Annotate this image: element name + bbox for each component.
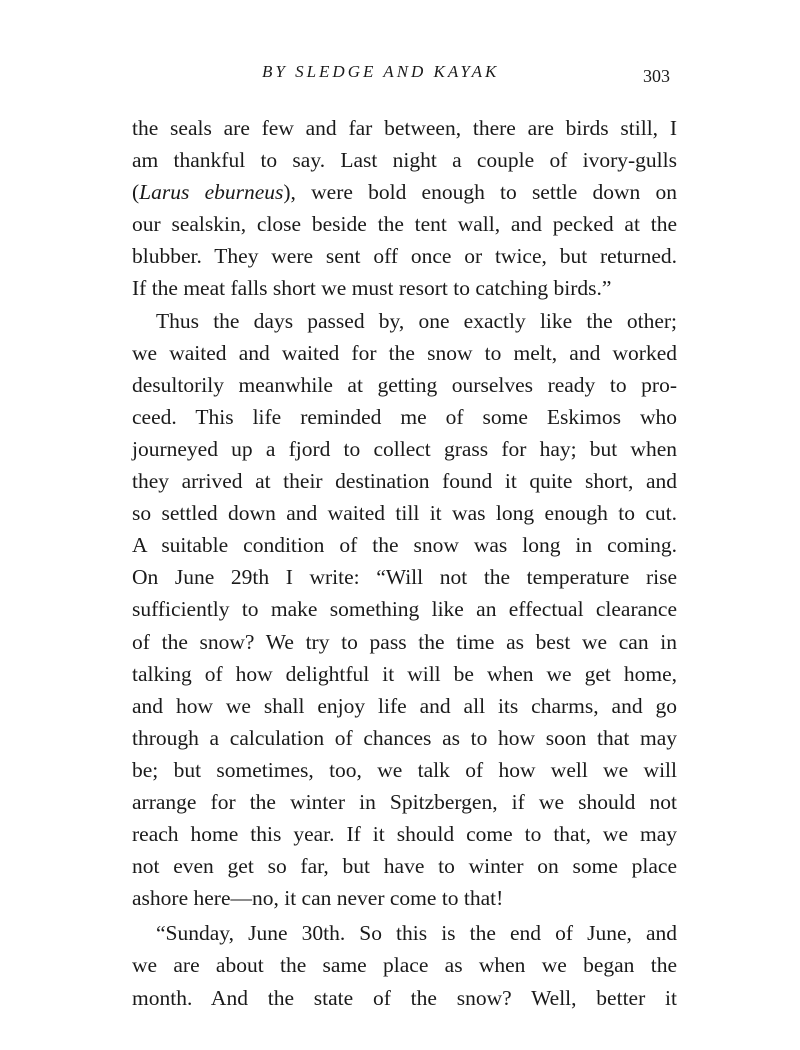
text-line: our sealskin, close beside the tent wall, and pecked at the <box>132 212 677 237</box>
text-line: of the snow? We try to pass the time as best we can in <box>132 629 677 654</box>
text-line: they arrived at their destination found it quite short, and <box>132 469 677 494</box>
text-line: we are about the same place as when we began the <box>132 953 677 978</box>
text-line: be; but sometimes, too, we talk of how well we will <box>132 757 677 782</box>
text-line: If the meat falls short we must resort to catching birds.” <box>132 276 612 301</box>
text-line: talking of how delightful it will be when we get home, <box>132 661 677 686</box>
paragraph-first-line: “Sunday, June 30th. So this is the end of June, and <box>156 921 677 946</box>
text-fragment: ), were bold enough to settle down on <box>283 180 677 205</box>
latin-species-name: Larus eburneus <box>139 180 284 205</box>
text-line: ashore here—no, it can never come to that! <box>132 886 504 911</box>
text-line: not even get so far, but have to winter on some place <box>132 854 677 879</box>
text-line: reach home this year. If it should come to that, we may <box>132 822 677 847</box>
text-line: and how we shall enjoy life and all its charms, and go <box>132 693 677 718</box>
text-line: A suitable condition of the snow was long in coming. <box>132 533 677 558</box>
text-line: blubber. They were sent off once or twice, but returned. <box>132 244 677 269</box>
text-line: desultorily meanwhile at getting ourselves ready to pro- <box>132 372 677 397</box>
text-line <box>132 176 677 208</box>
body-text <box>132 112 677 1014</box>
text-line: am thankful to say. Last night a couple of ivory-gulls <box>132 148 677 173</box>
text-line: we waited and waited for the snow to melt, and worked <box>132 340 677 365</box>
text-line: On June 29th I write: “Will not the temperature rise <box>132 565 677 590</box>
text-line: through a calculation of chances as to how soon that may <box>132 725 677 750</box>
running-title: BY SLEDGE AND KAYAK <box>262 62 500 81</box>
text-line: so settled down and waited till it was long enough to cut. <box>132 501 677 526</box>
paren-open: ( <box>132 180 140 205</box>
text-line: the seals are few and far between, there are birds still, I <box>132 116 677 140</box>
text-line: ceed. This life reminded me of some Eskimos who <box>132 404 677 429</box>
text-line: arrange for the winter in Spitzbergen, if we should not <box>132 789 677 814</box>
running-head <box>0 62 800 92</box>
paragraph-first-line: Thus the days passed by, one exactly like the other; <box>156 308 677 333</box>
text-line: journeyed up a fjord to collect grass for hay; but when <box>132 436 677 461</box>
text-line: month. And the state of the snow? Well, better it <box>132 985 677 1010</box>
text-line: sufficiently to make something like an effectual clearance <box>132 597 677 622</box>
page-number: 303 <box>643 66 670 86</box>
